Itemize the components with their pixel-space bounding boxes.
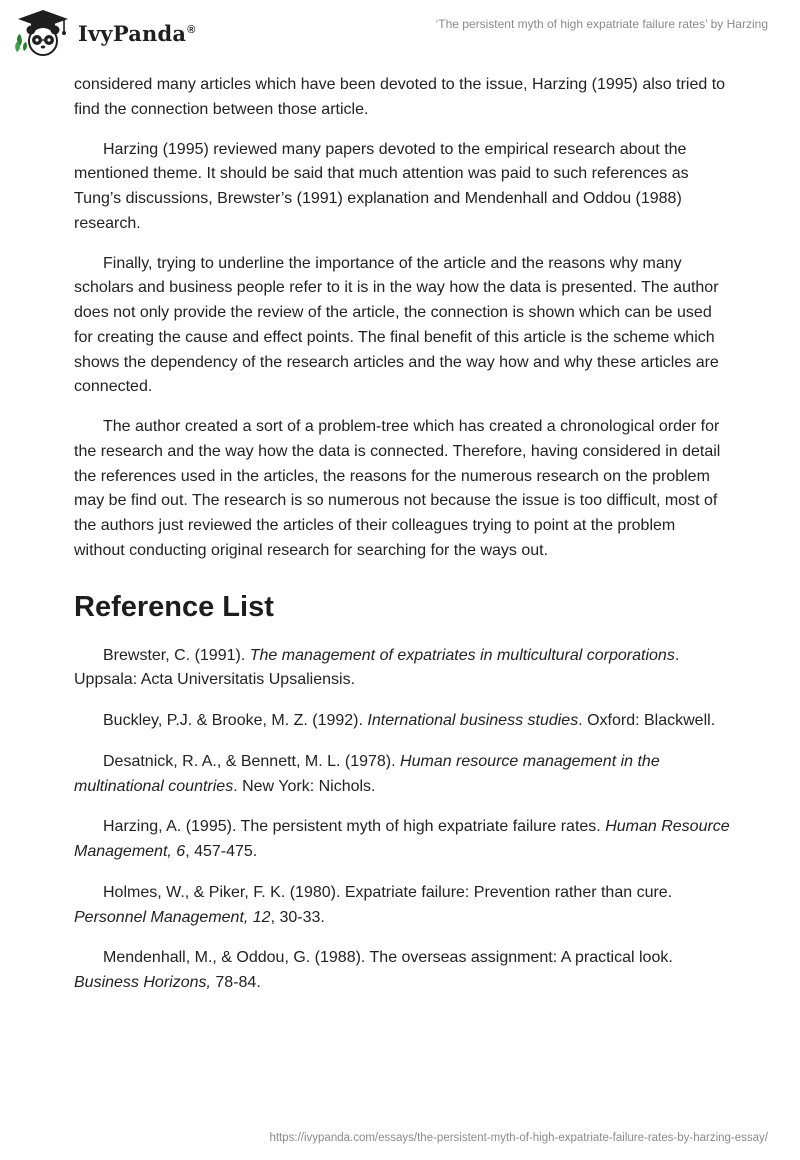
- reference-item: Brewster, C. (1991). The management of expatriates in multicultural corporations. Uppsala: Acta Universitatis Upsaliensis.: [74, 646, 680, 689]
- body-paragraph: Harzing (1995) reviewed many papers devoted to the empirical research about the mentioned theme. It should be said that much attention was paid to such references as Tung’s discussions, Brewster’s (1991) explanation and Mendenhall and Oddou (1988) research.: [74, 140, 689, 232]
- essay-content: [74, 73, 730, 1012]
- body-paragraph: The author created a sort of a problem-tree which has created a chronological order for the research and the way how the data is connected. Therefore, having considered in detail the references used in the articles, the reasons for the numerous research on the problem may be find out. The research is so numerous not because the issue is too difficult, most of the authors just reviewed the articles of their colleagues trying to point at the problem without conducting original research for searching for the ways out.: [74, 418, 721, 559]
- body-paragraph: Finally, trying to underline the importance of the article and the reasons why many scholars and business people refer to it is in the way how the data is presented. The author does not only provide the review of the article, the connection is shown which can be used for creating the cause and effect points. The final benefit of this article is the scheme which shows the dependency of the research articles and the way how and why these articles are connected.: [74, 254, 719, 396]
- page-header: [0, 0, 800, 70]
- panda-mascot-icon: [14, 8, 72, 58]
- reference-item: Mendenhall, M., & Oddou, G. (1988). The overseas assignment: A practical look. Business Horizons, 78-84.: [74, 949, 673, 991]
- registered-mark: ®: [187, 23, 196, 36]
- reference-item: Buckley, P.J. & Brooke, M. Z. (1992). International business studies. Oxford: Blackwell.: [103, 712, 716, 729]
- reference-list-heading: Reference List: [74, 590, 274, 623]
- reference-item: Harzing, A. (1995). The persistent myth of high expatriate failure rates. Human Resource Management, 6, 457-475.: [74, 818, 730, 860]
- reference-list: [74, 644, 730, 996]
- reference-item: Holmes, W., & Piker, F. K. (1980). Expatriate failure: Prevention rather than cure. Personnel Management, 12, 30-33.: [74, 883, 673, 926]
- brand-name: IvyPanda®: [78, 20, 196, 46]
- running-title: ‘The persistent myth of high expatriate failure rates’ by Harzing: [435, 17, 768, 31]
- reference-item: Desatnick, R. A., & Bennett, M. L. (1978). Human resource management in the multinational countries. New York: Nichols.: [74, 752, 660, 795]
- source-url[interactable]: https://ivypanda.com/essays/the-persistent-myth-of-high-expatriate-failure-rates-by-harzing-essay/: [269, 1132, 768, 1144]
- body-paragraph: considered many articles which have been devoted to the issue, Harzing (1995) also tried to find the connection between those article.: [74, 76, 726, 118]
- brand-logo[interactable]: [14, 8, 196, 58]
